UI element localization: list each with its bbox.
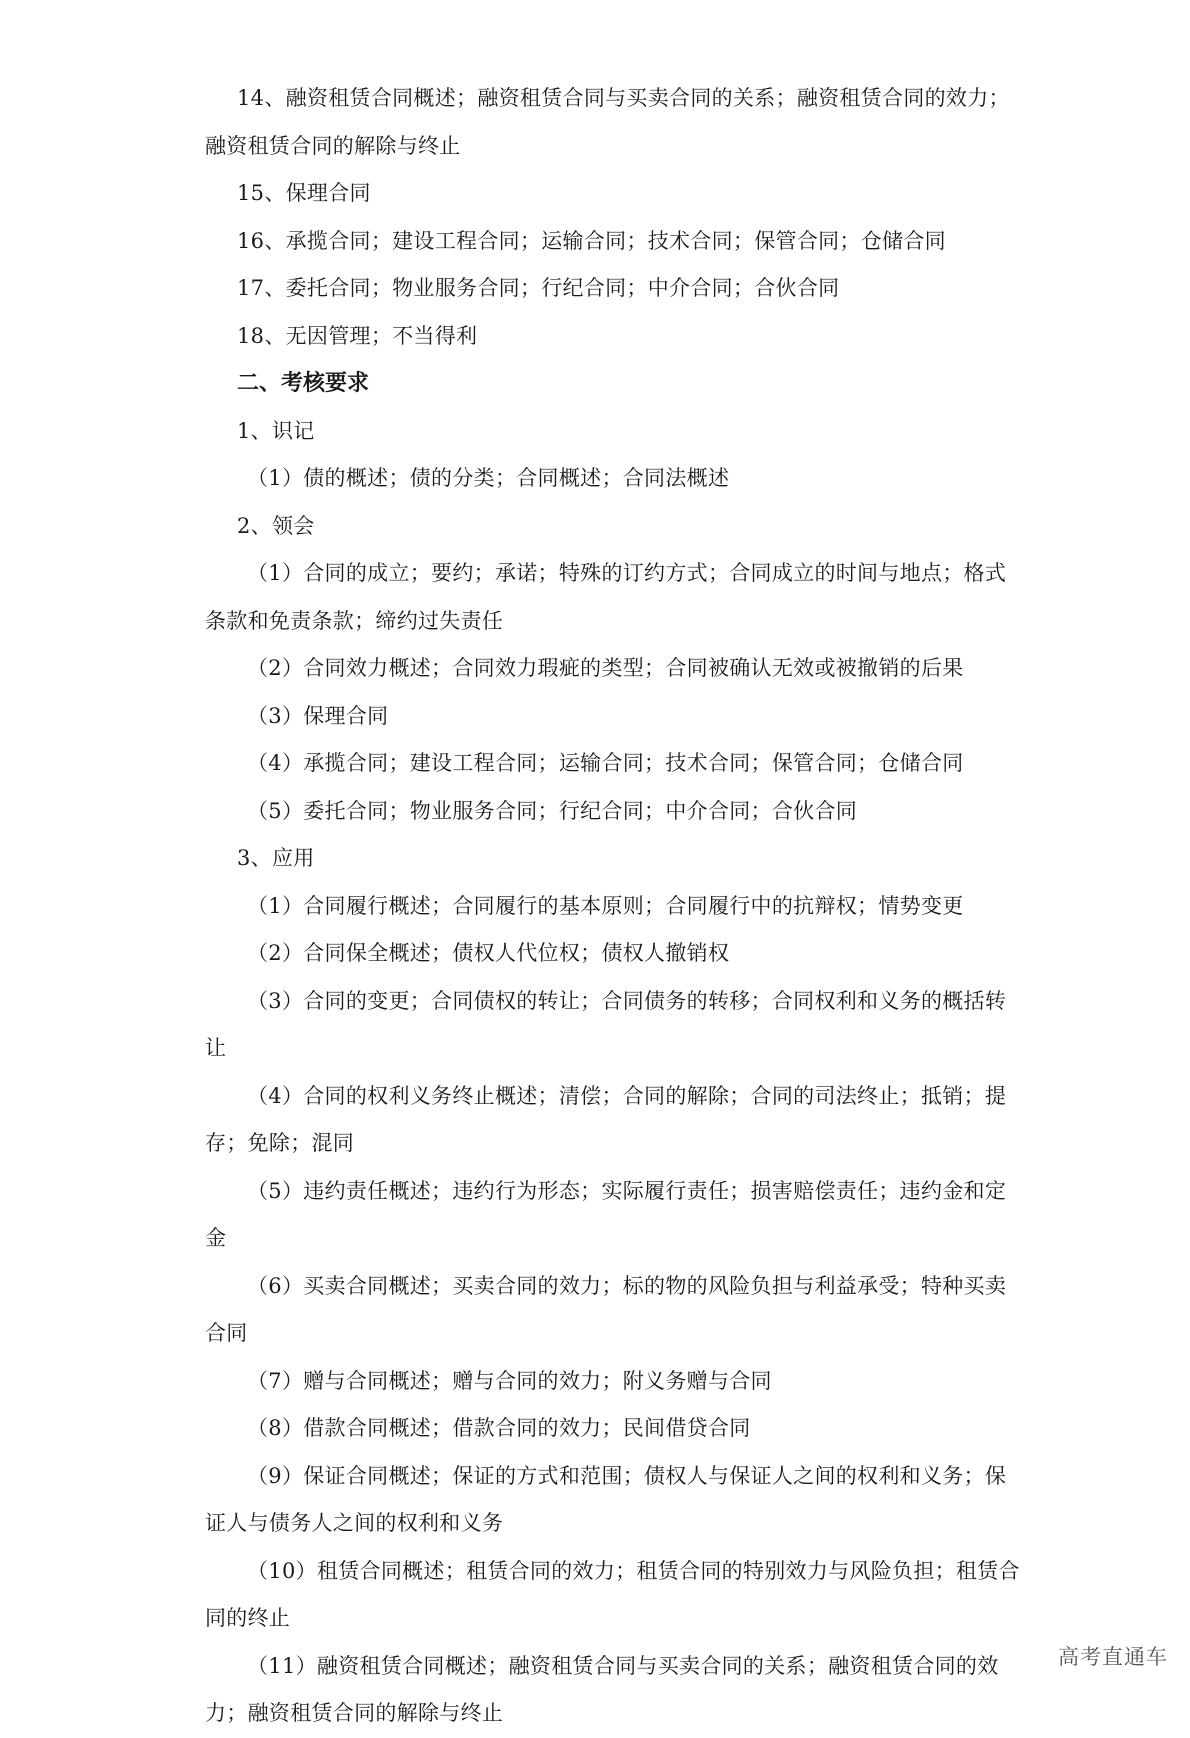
document-body [205,75,1025,1738]
understand-item-3: （3）保理合同 [247,703,389,728]
item-17: 17、委托合同；物业服务合同；行纪合同；中介合同；合伙合同 [237,276,840,300]
apply-item-5: （5）违约责任概述；违约行为形态；实际履行责任；损害赔偿责任；违约金和定金 [205,1178,1007,1250]
item-15: 15、保理合同 [237,181,371,205]
apply-item-9: （9）保证合同概述；保证的方式和范围；债权人与保证人之间的权利和义务；保证人与债务人之间的权利和义务 [205,1463,1007,1535]
understand-item-5: （5）委托合同；物业服务合同；行纪合同；中介合同；合伙合同 [247,798,858,823]
apply-item-10: （10）租赁合同概述；租赁合同的效力；租赁合同的特别效力与风险负担；租赁合同的终止 [205,1558,1020,1630]
apply-item-6: （6）买卖合同概述；买卖合同的效力；标的物的风险负担与利益承受；特种买卖合同 [205,1273,1007,1345]
understand-item-4: （4）承揽合同；建设工程合同；运输合同；技术合同；保管合同；仓储合同 [247,751,964,775]
item-18: 18、无因管理；不当得利 [237,323,478,348]
watermark-text: 高考直通车 [1058,1645,1168,1669]
section-heading-assessment: 二、考核要求 [237,371,370,396]
subsection-understand: 2、领会 [237,513,315,538]
apply-item-7: （7）赠与合同概述；赠与合同的效力；附义务赠与合同 [247,1368,772,1393]
apply-item-11: （11）融资租赁合同概述；融资租赁合同与买卖合同的关系；融资租赁合同的效力；融资租赁合同的解除与终止 [205,1653,999,1725]
apply-item-8: （8）借款合同概述；借款合同的效力；民间借贷合同 [247,1416,751,1440]
subsection-memorize: 1、识记 [237,418,315,443]
apply-item-3: （3）合同的变更；合同债权的转让；合同债务的转移；合同权利和义务的概括转让 [205,988,1007,1060]
apply-item-4: （4）合同的权利义务终止概述；清偿；合同的解除；合同的司法终止；抵销；提存；免除；混同 [205,1083,1007,1155]
understand-item-1: （1）合同的成立；要约；承诺；特殊的订约方式；合同成立的时间与地点；格式条款和免责条款；缔约过失责任 [205,561,1007,633]
item-16: 16、承揽合同；建设工程合同；运输合同；技术合同；保管合同；仓储合同 [237,228,946,253]
apply-item-2: （2）合同保全概述；债权人代位权；债权人撤销权 [247,941,730,965]
item-14: 14、融资租赁合同概述；融资租赁合同与买卖合同的关系；融资租赁合同的效力；融资租赁合同的解除与终止 [205,86,1010,158]
subsection-apply: 3、应用 [237,846,315,870]
memorize-item-1: （1）债的概述；债的分类；合同概述；合同法概述 [247,466,730,490]
apply-item-1: （1）合同履行概述；合同履行的基本原则；合同履行中的抗辩权；情势变更 [247,893,964,918]
understand-item-2: （2）合同效力概述；合同效力瑕疵的类型；合同被确认无效或被撤销的后果 [247,656,964,680]
